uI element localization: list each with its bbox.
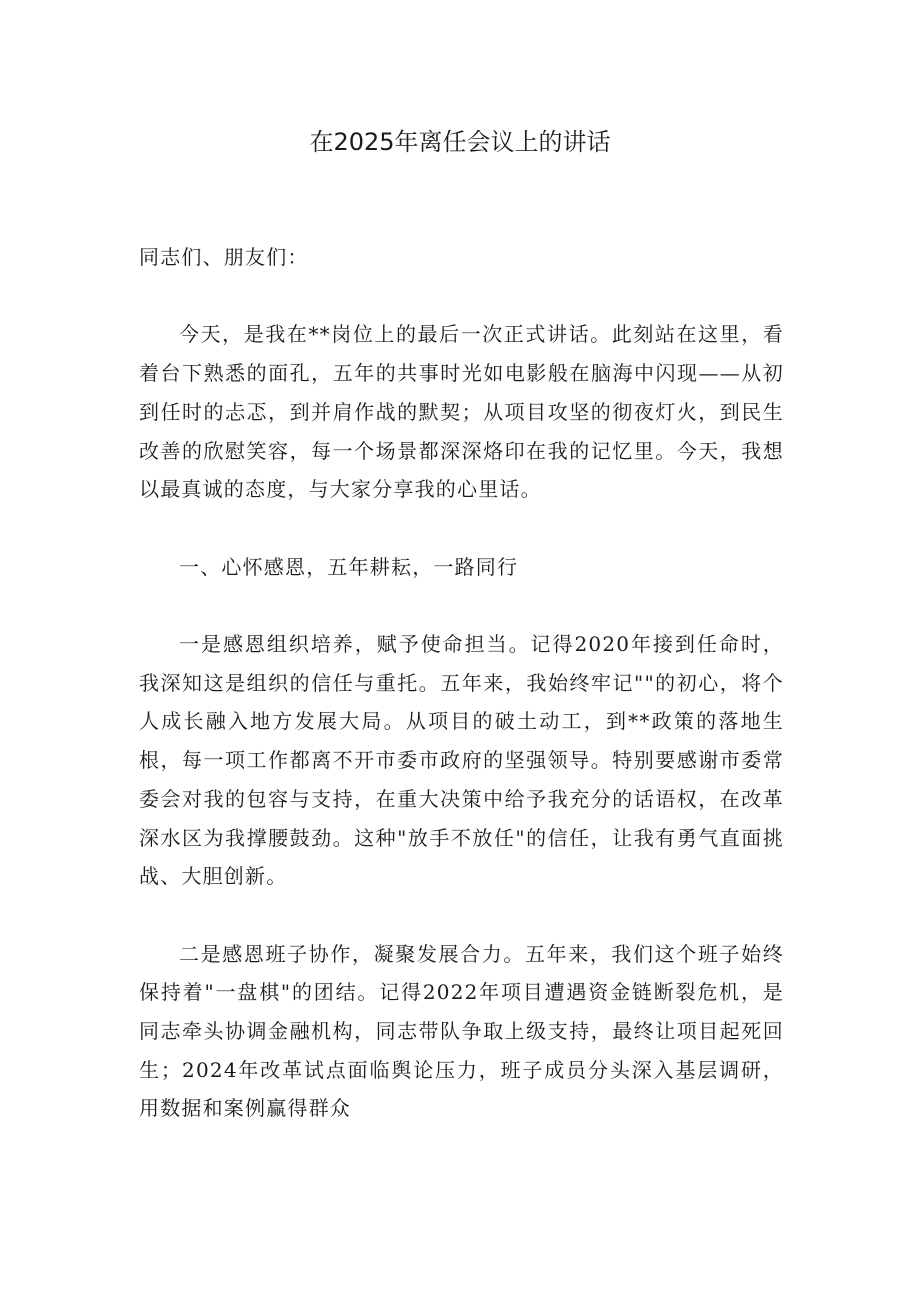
document-body [139, 238, 784, 1167]
paragraph-organization: 一是感恩组织培养，赋予使命担当。记得2020年接到任命时，我深知这是组织的信任与重托。五年来，我始终牢记""的初心，将个人成长融入地方发展大局。从项目的破土动工，到**政策的落地生根，每一项工作都离不开市委市政府的坚强领导。特别要感谢市委常委会对我的包容与支持，在重大决策中给予我充分的话语权，在改革深水区为我撑腰鼓劲。这种"放手不放任"的信任，让我有勇气直面挑战、大胆创新。 [139, 631, 784, 889]
section-heading: 一、心怀感恩，五年耕耘，一路同行 [179, 554, 519, 579]
paragraph-opening: 今天，是我在**岗位上的最后一次正式讲话。此刻站在这里，看着台下熟悉的面孔，五年的共事时光如电影般在脑海中闪现——从初到任时的忐忑，到并肩作战的默契；从项目攻坚的彻夜灯火，到民生改善的欣慰笑容，每一个场景都深深烙印在我的记忆里。今天，我想以最真诚的态度，与大家分享我的心里话。 [139, 322, 784, 502]
document-title: 在2025年离任会议上的讲话 [309, 128, 611, 156]
paragraph-team: 二是感恩班子协作，凝聚发展合力。五年来，我们这个班子始终保持着"一盘棋"的团结。记得2022年项目遭遇资金链断裂危机，是同志牵头协调金融机构，同志带队争取上级支持，最终让项目起死回生；2024年改革试点面临舆论压力，班子成员分头深入基层调研，用数据和案例赢得群众 [139, 941, 784, 1121]
greeting: 同志们、朋友们： [139, 245, 309, 269]
